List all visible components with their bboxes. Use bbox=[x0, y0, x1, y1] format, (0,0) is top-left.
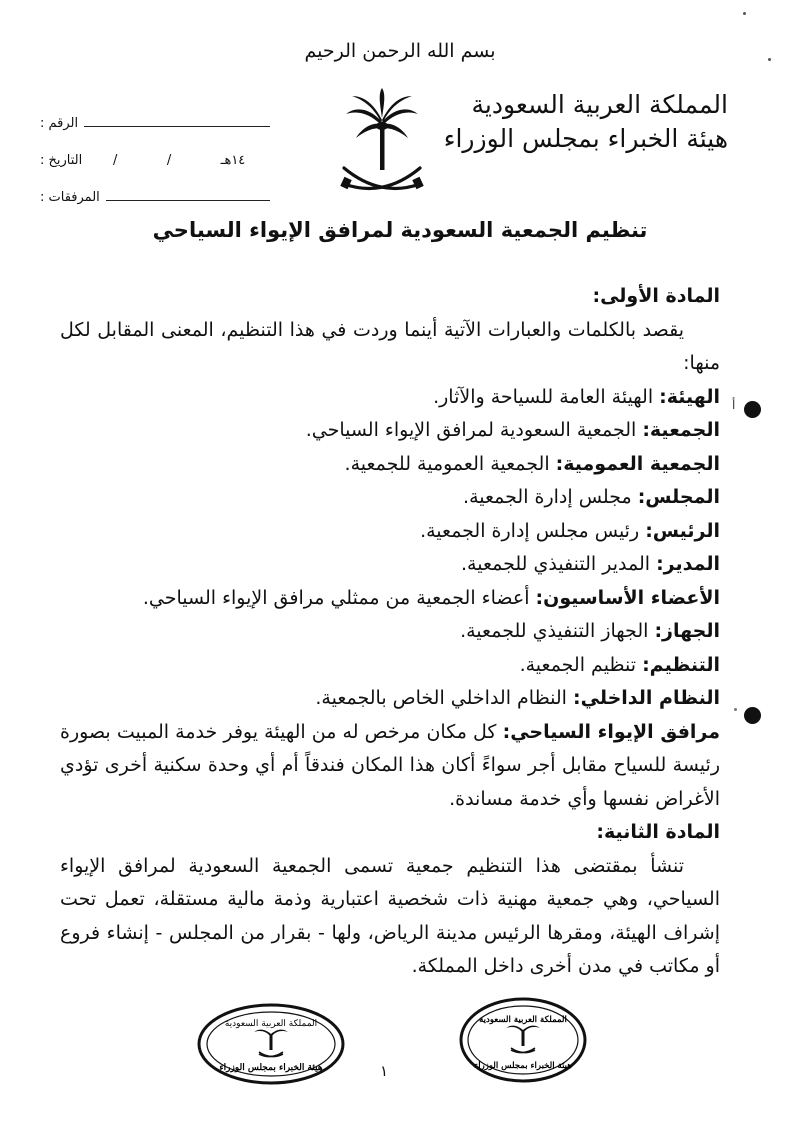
basmala: بسم الله الرحمن الرحيم bbox=[304, 40, 496, 62]
definition-item bbox=[60, 515, 720, 549]
seal-right-bottom-text: هيئة الخبراء بمجلس الوزراء bbox=[474, 1061, 572, 1071]
official-seal-left bbox=[196, 1002, 346, 1086]
definition-term: الهيئة: bbox=[659, 385, 720, 408]
definition-text: الجمعية السعودية لمرافق الإيواء السياحي. bbox=[305, 419, 643, 441]
letterhead-kingdom bbox=[443, 88, 728, 156]
definition-item bbox=[60, 615, 720, 649]
ref-number-label: الرقم : bbox=[40, 116, 79, 131]
definition-item bbox=[60, 548, 720, 582]
definition-text: المدير التنفيذي للجمعية. bbox=[460, 553, 657, 575]
definition-item bbox=[60, 381, 720, 415]
document-body bbox=[60, 280, 720, 984]
scan-speck bbox=[734, 708, 737, 711]
definition-term: الجمعية العمومية: bbox=[555, 452, 720, 475]
definition-text: الجمعية العمومية للجمعية. bbox=[344, 452, 556, 475]
definition-term: مرافق الإيواء السياحي: bbox=[502, 720, 720, 743]
definition-text: كل مكان مرخص له من الهيئة يوفر خدمة المبيت بصورة رئيسة للسياح مقابل أجر سواءً أكان هذا المكان فندقاً أم أي وحدة سكنية أخرى تؤدي الأغراض نفسها وأي خدمة مساندة. bbox=[60, 720, 720, 810]
definition-item bbox=[60, 481, 720, 515]
seal-left-bottom-text: هيئة الخبراء بمجلس الوزراء bbox=[219, 1063, 323, 1073]
binder-hole-icon bbox=[744, 707, 761, 724]
ref-date-label: التاريخ : bbox=[40, 153, 83, 168]
article1-heading: المادة الأولى: bbox=[592, 285, 720, 307]
definition-term: المدير: bbox=[656, 553, 720, 575]
seal-left-emblem-icon bbox=[254, 1030, 288, 1057]
official-seal-right bbox=[458, 996, 588, 1084]
definition-item bbox=[60, 582, 720, 616]
kingdom-name: المملكة العربية السعودية bbox=[471, 90, 728, 119]
definition-term: الجمعية: bbox=[642, 419, 720, 441]
page-number: ١ bbox=[380, 1062, 389, 1080]
article2-heading: المادة الثانية: bbox=[596, 821, 720, 843]
palm-swords-emblem-icon bbox=[340, 88, 424, 198]
definition-text: رئيس مجلس إدارة الجمعية. bbox=[420, 519, 646, 542]
definition-item bbox=[60, 414, 720, 448]
definition-text: أعضاء الجمعية من ممثلي مرافق الإيواء السياحي. bbox=[142, 586, 536, 609]
ref-date-value bbox=[88, 153, 270, 168]
definition-text: النظام الداخلي الخاص بالجمعية. bbox=[315, 687, 573, 709]
definition-term: الأعضاء الأساسيون: bbox=[535, 586, 720, 609]
definition-term: التنظيم: bbox=[642, 653, 720, 676]
ref-attachments-row bbox=[40, 168, 270, 205]
scan-speck bbox=[743, 12, 746, 15]
ref-date-row bbox=[40, 131, 270, 168]
definition-item bbox=[60, 649, 720, 683]
date-sep-1: / bbox=[112, 153, 118, 168]
reference-fields bbox=[40, 94, 270, 205]
date-suffix: ١٤هـ bbox=[220, 153, 246, 168]
definition-item bbox=[60, 682, 720, 716]
definition-item bbox=[60, 716, 720, 817]
ref-attachments-line bbox=[106, 199, 270, 201]
definition-item bbox=[60, 448, 720, 482]
definition-term: الرئيس: bbox=[645, 519, 720, 542]
article2-text: تنشأ بمقتضى هذا التنظيم جمعية تسمى الجمعية السعودية لمرافق الإيواء السياحي، وهي جمعية مهنية ذات شخصية اعتبارية وذمة مالية مستقلة، تعمل تحت إشراف الهيئة، ومقرها الرئيس مدينة الرياض، ولها - بقرار من المجلس - إنشاء فروع أو مكاتب في مدن أخرى داخل المملكة. bbox=[60, 854, 720, 977]
ref-attachments-label: المرفقات : bbox=[40, 190, 100, 205]
ref-number-line bbox=[84, 125, 270, 127]
definition-text: الجهاز التنفيذي للجمعية. bbox=[460, 620, 655, 642]
definition-text: الهيئة العامة للسياحة والآثار. bbox=[433, 385, 660, 408]
scan-speck bbox=[768, 58, 771, 61]
definition-term: الجهاز: bbox=[654, 620, 720, 642]
agency-name: هيئة الخبراء بمجلس الوزراء bbox=[443, 124, 728, 153]
binder-hole-icon bbox=[744, 401, 761, 418]
article1-intro: يقصد بالكلمات والعبارات الآتية أينما وردت في هذا التنظيم، المعنى المقابل لكل منها: bbox=[60, 318, 720, 374]
date-sep-2: / bbox=[166, 153, 172, 168]
margin-mark: أ bbox=[732, 398, 736, 412]
definition-text: مجلس إدارة الجمعية. bbox=[463, 486, 638, 508]
definition-term: المجلس: bbox=[637, 486, 720, 508]
document-title: تنظيم الجمعية السعودية لمرافق الإيواء السياحي bbox=[152, 218, 648, 242]
ref-number-row bbox=[40, 94, 270, 131]
seal-right-top-text: المملكة العربية السعودية bbox=[479, 1015, 567, 1025]
definition-text: تنظيم الجمعية. bbox=[519, 653, 643, 676]
definition-term: النظام الداخلي: bbox=[573, 687, 720, 709]
seal-right-emblem-icon bbox=[506, 1026, 540, 1053]
seal-left-top-text: المملكة العربية السعودية bbox=[224, 1019, 318, 1029]
